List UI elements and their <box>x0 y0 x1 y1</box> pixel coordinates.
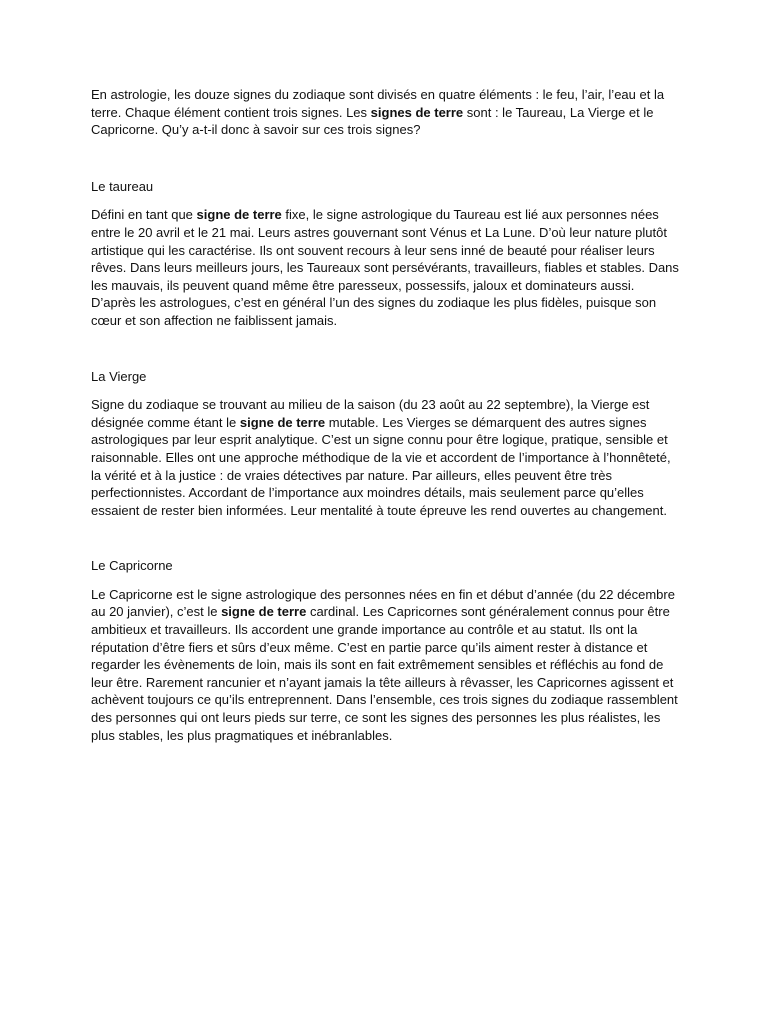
taureau-text-2: fixe, le signe astrologique du Taureau est lié aux personnes nées entre le 20 avril et le 21 mai. Leurs astres gouvernant sont Vénus et La Lune. D’où leur nature plutôt artistique qui les caractérise. Ils ont souvent recours à leur sens inné de beauté pour réaliser leurs rêves. Dans leurs meilleurs jours, les Taureaux sont persévérants, travailleurs, fiables et stables. Dans les mauvais, ils peuvent quand même être paresseux, possessifs, jaloux et dominateurs aussi. D’après les astrologues, c’est en général l’un des signes du zodiaque les plus fidèles, puisque son cœur et son affection ne faiblissent jamais. <box>91 207 679 328</box>
section-paragraph-capricorne <box>91 586 679 744</box>
section-heading-taureau: Le taureau <box>91 178 154 194</box>
taureau-text-1: Défini en tant que <box>91 207 197 223</box>
capricorne-text-2: cardinal. Les Capricornes sont généralement connus pour être ambitieux et travailleurs. Ils accordent une grande importance au contrôle et au statut. Ils ont la réputation d’être fiers et sûrs d’eux même. C’est en partie parce qu’ils aiment rester à distance et regarder les évènements de loin, mais ils sont en fait extrêmement sensibles et réfléchis au fond de leur être. Rarement rancunier et n’ayant jamais la tête ailleurs à rêvasser, les Capricornes agissent et achèvent toujours ce qu’ils entreprennent. Dans l’ensemble, ces trois signes du zodiaque rassemblent des personnes qui ont leurs pieds sur terre, ce sont les signes des personnes les plus réalistes, les plus stables, les plus pragmatiques et inébranlables. <box>91 604 678 743</box>
document-page <box>91 86 679 782</box>
section-heading-capricorne: Le Capricorne <box>91 558 173 574</box>
capricorne-text-1: Le Capricorne est le signe astrologique des personnes nées en fin et début d’année (du 22 décembre au 20 janvier), c’est le <box>91 586 675 620</box>
taureau-bold-term: signe de terre <box>196 207 282 223</box>
intro-text-1: En astrologie, les douze signes du zodiaque sont divisés en quatre éléments : le feu, l’air, l’eau et la terre. Chaque élément contient trois signes. Les <box>91 87 665 120</box>
intro-text-2: sont : le Taureau, La Vierge et le Capricorne. Qu’y a-t-il donc à savoir sur ces trois signes? <box>91 104 654 138</box>
capricorne-bold-term: signe de terre <box>221 604 307 620</box>
intro-bold-term: signes de terre <box>370 104 464 120</box>
intro-paragraph <box>91 86 679 139</box>
vierge-text-1: Signe du zodiaque se trouvant au milieu de la saison (du 23 août au 22 septembre), la Vierge est désignée comme étant le <box>91 397 650 430</box>
vierge-bold-term: signe de terre <box>239 414 326 430</box>
section-paragraph-vierge <box>91 396 679 519</box>
vierge-text-2: mutable. Les Vierges se démarquent des autres signes astrologiques par leur esprit analytique. C’est un signe connu pour être logique, pratique, sensible et raisonnable. Elles ont une approche méthodique de la vie et accordent de l’importance à l’honnêteté, la vérité et à la justice : de vraies détectives par nature. Par ailleurs, elles peuvent être très perfectionnistes. Accordant de l’importance aux moindres détails, mais seulement parce qu’elles essaient de rester bien informées. Leur mentalité à toute épreuve les rend ouvertes au changement. <box>91 414 671 518</box>
section-heading-vierge: La Vierge <box>91 368 147 384</box>
section-paragraph-taureau <box>91 206 679 329</box>
